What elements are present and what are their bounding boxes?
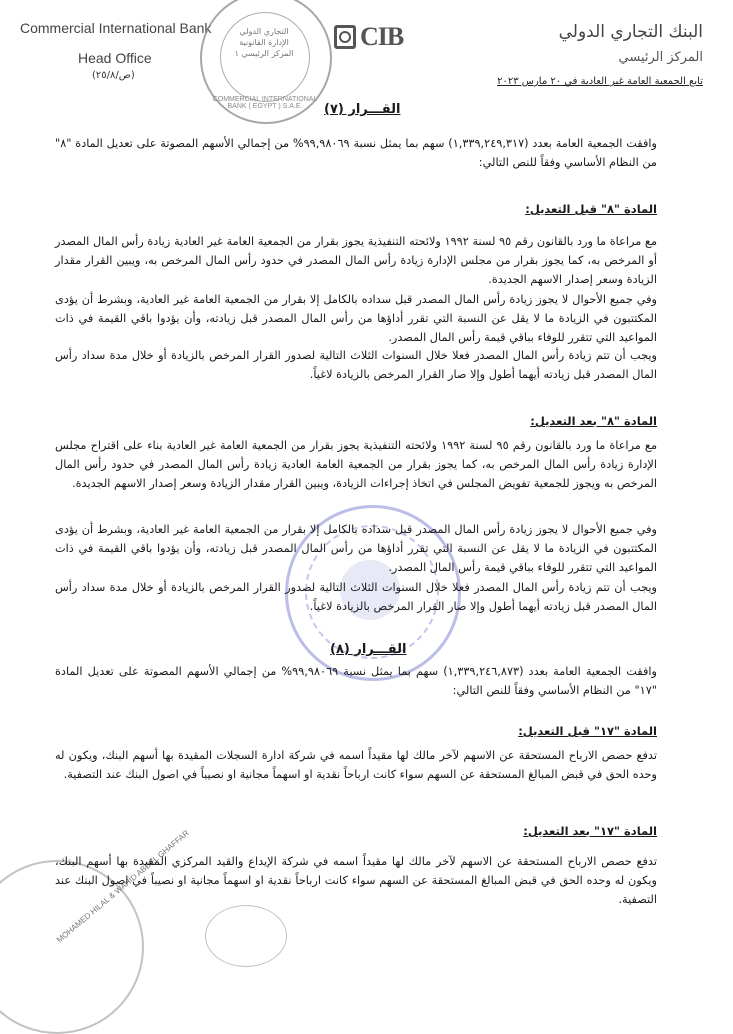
article-8-after-para-3: ويجب أن تتم زيادة رأس المال المصدر فعلا خلال السنوات الثلاث التالية لصدور القرار المرخص بالزيادة أو خلال مدة سداد رأس المال المصدر قبل زيادته أيهما أطول وإلا صار القرار المرخص بالزيادة لاغياً. — [55, 581, 657, 613]
article-8-after-para-1-block — [55, 436, 657, 493]
article-8-after-para-1: مع مراعاة ما ورد بالقانون رقم ٩٥ لسنة ١٩٩٢ ولائحته التنفيذية يجوز بقرار من الجمعية العامة غير العادية بناء على اقتراح مجلس الإدارة زيادة رأس المال المرخص به، كما يجوز بقرار من الجمعية العامة العادية زيادة رأس المال المصدر في حدود رأس المال المرخص به ويجوز للجمعية تفويض المجلس في اتخاذ إجراءات الزيادة، ويبين القرار مقدار الزيادة وسعر إصدار الاسهم الجديدة. — [55, 439, 657, 490]
partial-stamp — [205, 905, 287, 967]
article-8-before-para-3: ويجب أن تتم زيادة رأس المال المصدر فعلا خلال السنوات الثلاث التالية لصدور القرار المرخص بالزيادة أو خلال مدة سداد رأس المال المصدر قبل زيادته أيهما أطول وإلا صار القرار المرخص بالزيادة لاغياً. — [55, 349, 657, 381]
article-8-before-para-2-block — [55, 290, 657, 347]
article-17-after-para-1: تدفع حصص الارباح المستحقة عن الاسهم لآخر مالك لها مقيداً اسمه في شركة الإيداع والقيد المركزي المقيدة بها أسهم البنك، ويكون له وحده الحق في قبض المبالغ المستحقة عن السهم سواء كانت ارباحاً نقدية او اسهماً مجانية او نصيباً في اصول البنك عند التصفية. — [55, 855, 657, 906]
article-8-before-para-1-block — [55, 232, 657, 289]
article-8-before-block — [55, 202, 657, 216]
cib-logo-icon — [334, 25, 356, 49]
article-17-before-block — [55, 724, 657, 738]
article-8-after-para-2-block — [55, 520, 657, 577]
article-8-after-para-3-block — [55, 578, 657, 616]
reference-number: (ص/٢٥/٨) — [92, 70, 135, 81]
legal-department-stamp-ring-text: COMMERCIAL INTERNATIONAL BANK ( EGYPT ) S.A.E. — [212, 96, 318, 110]
decision-7-title: القـــرار (٧) — [324, 102, 401, 117]
article-17-before-title: المادة "١٧" قبل التعديل: — [518, 724, 657, 738]
law-firm-stamp-text: MOHAMED HILAL & WAHID ABDEL GHAFFAR — [54, 828, 191, 945]
article-8-after-block — [55, 414, 657, 428]
article-8-after-title: المادة "٨" بعد التعديل: — [530, 414, 657, 428]
decision-7-intro: وافقت الجمعية العامة بعدد (١,٣٣٩,٢٤٩,٣١٧) سهم بما يمثل نسبة ٩٩,٩٨٠٦٩% من إجمالي الأسهم المصوتة على تعديل المادة "٨" من النظام الأساسي وفقاً للنص التالي: — [55, 137, 658, 169]
legal-department-stamp-text: التجاري الدولي الإدارة القانونية المركز الرئيسي ١ — [234, 27, 294, 58]
decision-8-intro-block — [55, 662, 657, 700]
decision-8-intro: وافقت الجمعية العامة بعدد (١,٣٣٩,٢٤٦,٨٧٣) سهم بما يمثل نسبة ٩٩,٩٨٠٦٩% من إجمالي الأسهم المصوتة على تعديل المادة "١٧" من النظام الأساسي وفقاً للنص التالي: — [55, 665, 658, 697]
bank-name-arabic: البنك التجاري الدولي — [558, 22, 703, 42]
decision-7-intro-block — [55, 134, 657, 172]
article-8-before-para-1: مع مراعاة ما ورد بالقانون رقم ٩٥ لسنة ١٩٩٢ ولائحته التنفيذية يجوز بقرار من الجمعية العامة غير العادية زيادة رأس المال المصدر أو المرخص به، كما يجوز بقرار من مجلس الإدارة زيادة رأس المال المصدر في حدود رأس المال المرخص به، ويبين القرار مقدار الزيادة وسعر إصدار الاسهم الجديدة. — [55, 235, 657, 286]
cib-logo — [334, 22, 403, 52]
cib-logo-text: CIB — [360, 22, 404, 51]
article-17-after-para-1-block — [55, 852, 657, 909]
head-office-english: Head Office — [78, 50, 152, 66]
article-17-after-title: المادة "١٧" بعد التعديل: — [523, 824, 657, 838]
article-17-after-block — [55, 824, 657, 838]
article-8-after-para-2: وفي جميع الأحوال لا يجوز زيادة رأس المال المصدر قبل سداده بالكامل إلا بقرار من الجمعية العامة غير العادية، وبشرط أن يؤدى المكتتبون في الزيادة ما لا يقل عن النسبة التي تقرر أداؤها من رأس المال المصدر قبل زيادته، وأن يؤدوا باقي القيمة في ذات المواعيد التي تتقرر للوفاء بباقي قيمة رأس المال المصدر. — [55, 523, 657, 574]
article-8-before-para-2: وفي جميع الأحوال لا يجوز زيادة رأس المال المصدر قبل سداده بالكامل إلا بقرار من الجمعية العامة غير العادية، وبشرط أن يؤدى المكتتبون في الزيادة ما لا يقل عن النسبة التي تقرر أداؤها من رأس المال المصدر قبل زيادته، وأن يؤدوا باقي القيمة في ذات المواعيد التي تتقرر للوفاء بباقي قيمة رأس المال المصدر. — [55, 293, 657, 344]
article-17-before-para-1-block — [55, 746, 657, 784]
article-8-before-para-3-block — [55, 346, 657, 384]
head-office-arabic: المركز الرئيسي — [618, 50, 703, 65]
meeting-follow-up-line: تابع الجمعية العامة غير العادية في ٢٠ مارس ٢٠٢٣ — [497, 76, 703, 87]
article-17-before-para-1: تدفع حصص الارباح المستحقة عن الاسهم لآخر مالك لها مقيداً اسمه في شركة ادارة السجلات المقيدة بها أسهم البنك، ويكون له وحده الحق في قبض المبالغ المستحقة عن السهم سواء كانت ارباحاً نقدية او اسهماً مجانية او نصيباً في اصول البنك عند التصفية. — [55, 749, 657, 781]
article-8-before-title: المادة "٨" قبل التعديل: — [525, 202, 657, 216]
bank-name-english: Commercial International Bank — [20, 20, 212, 36]
decision-8-title: القـــرار (٨) — [330, 642, 407, 657]
